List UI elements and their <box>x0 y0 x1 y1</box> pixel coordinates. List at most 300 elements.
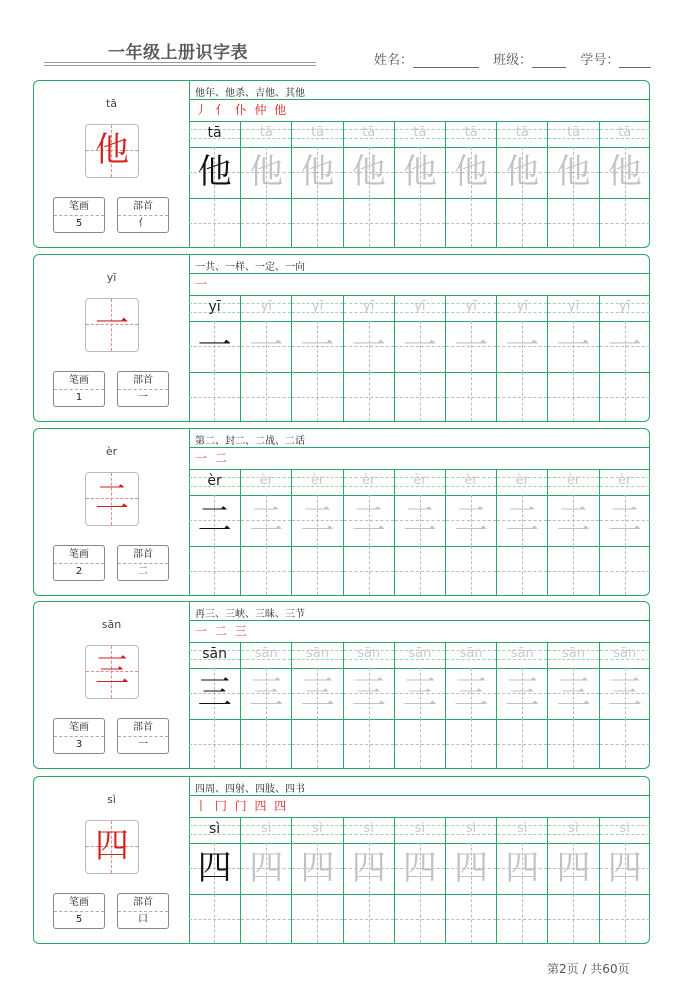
pinyin-trace: sān <box>510 646 534 661</box>
pinyin-trace: sì <box>465 821 477 836</box>
practice-column <box>547 295 598 421</box>
radical-value: 二 <box>138 566 148 577</box>
pinyin-trace: tā <box>413 125 427 140</box>
trace-cell[interactable] <box>395 321 445 372</box>
stroke-count-box <box>53 197 105 233</box>
trace-character: 四 <box>454 848 489 888</box>
practice-grid <box>189 817 649 943</box>
trace-cell[interactable] <box>241 668 291 719</box>
student-info <box>374 49 661 68</box>
target-character: 他 <box>95 130 129 170</box>
practice-column <box>189 295 240 421</box>
blank-practice-cell[interactable] <box>548 372 598 421</box>
radical-box <box>117 371 169 407</box>
target-character: 四 <box>95 826 129 866</box>
practice-column <box>291 817 342 943</box>
trace-character: 一 <box>607 326 642 366</box>
pinyin-trace: sān <box>613 646 637 661</box>
character-box <box>85 472 139 526</box>
practice-column <box>547 642 598 768</box>
radical-label: 部首 <box>118 372 168 390</box>
pinyin-trace: sān <box>408 646 432 661</box>
pinyin-trace: tā <box>566 125 581 140</box>
pinyin-trace: sān <box>254 646 278 661</box>
class-label: 班级： <box>493 53 533 68</box>
blank-practice-cell[interactable] <box>548 894 598 943</box>
blank-practice-cell[interactable] <box>548 546 598 595</box>
character-box <box>85 124 139 178</box>
pinyin-trace: sì <box>568 821 579 836</box>
pinyin-trace: sì <box>414 821 426 836</box>
trace-character: 他 <box>607 152 642 192</box>
trace-character: 二 <box>300 500 335 540</box>
trace-character: 四 <box>607 848 642 888</box>
character-box <box>85 820 139 874</box>
trace-character: 二 <box>402 500 437 540</box>
pinyin-trace: sān <box>357 646 381 661</box>
practice-column <box>496 469 547 595</box>
stroke-order: 一 <box>195 277 210 291</box>
blank-practice-cell[interactable] <box>497 372 547 421</box>
stroke-count-box <box>53 718 105 754</box>
name-field[interactable] <box>413 53 479 68</box>
blank-practice-cell[interactable] <box>600 719 650 768</box>
trace-character: 三 <box>300 673 335 713</box>
pinyin-trace: èr <box>566 473 581 488</box>
blank-practice-cell[interactable] <box>446 894 496 943</box>
blank-practice-cell[interactable] <box>395 372 445 421</box>
stroke-order: 丨 冂 门 四 四 <box>195 799 289 813</box>
radical-label: 部首 <box>118 546 168 564</box>
target-character: 三 <box>95 651 129 691</box>
character-card <box>33 428 650 596</box>
stroke-count-box <box>53 371 105 407</box>
practice-panel <box>189 255 649 421</box>
blank-practice-cell[interactable] <box>292 719 342 768</box>
blank-practice-cell[interactable] <box>497 894 547 943</box>
blank-practice-cell[interactable] <box>600 198 650 247</box>
practice-column <box>240 121 291 247</box>
pinyin-trace: sì <box>261 821 272 836</box>
stroke-order: 一 二 <box>195 451 229 465</box>
stroke-count-value: 2 <box>75 566 83 577</box>
blank-practice-cell[interactable] <box>189 546 240 595</box>
radical-value: 口 <box>138 914 148 925</box>
trace-character: 一 <box>454 326 489 366</box>
trace-cell[interactable] <box>395 147 445 198</box>
blank-practice-cell[interactable] <box>395 198 445 247</box>
trace-character: 三 <box>607 673 642 713</box>
model-character: 二 <box>197 500 232 540</box>
trace-cell[interactable] <box>241 495 291 546</box>
blank-practice-cell[interactable] <box>241 198 291 247</box>
blank-practice-cell[interactable] <box>600 546 650 595</box>
trace-character: 四 <box>249 848 284 888</box>
pinyin-trace: yī <box>567 299 580 314</box>
blank-practice-cell[interactable] <box>446 546 496 595</box>
trace-cell[interactable] <box>344 668 394 719</box>
trace-character: 他 <box>249 152 284 192</box>
trace-character: 二 <box>505 500 540 540</box>
pinyin-trace: sì <box>619 821 630 836</box>
trace-character: 一 <box>300 326 335 366</box>
practice-column <box>240 469 291 595</box>
trace-cell[interactable] <box>446 495 496 546</box>
trace-character: 一 <box>351 326 386 366</box>
pinyin-trace: tā <box>362 125 376 140</box>
trace-character: 二 <box>556 500 591 540</box>
blank-practice-cell[interactable] <box>548 198 598 247</box>
name-label: 姓名： <box>374 53 414 68</box>
practice-column <box>343 642 394 768</box>
practice-column <box>291 469 342 595</box>
practice-column <box>291 295 342 421</box>
trace-cell[interactable] <box>446 668 496 719</box>
blank-practice-cell[interactable] <box>395 546 445 595</box>
trace-character: 二 <box>351 500 386 540</box>
trace-cell[interactable] <box>292 843 342 894</box>
blank-practice-cell[interactable] <box>446 719 496 768</box>
example-words: 第二、封二、二战、二话 <box>195 436 305 447</box>
practice-column <box>547 469 598 595</box>
radical-value: 一 <box>138 739 148 750</box>
trace-cell[interactable] <box>548 843 598 894</box>
pinyin-trace: yī <box>363 299 375 314</box>
practice-column <box>240 295 291 421</box>
character-card <box>33 80 650 248</box>
pinyin-trace: tā <box>464 125 478 140</box>
page-number: 第2页 / 共60页 <box>547 962 630 976</box>
practice-panel <box>189 777 649 943</box>
character-info-panel <box>34 255 190 421</box>
trace-cell[interactable] <box>446 843 496 894</box>
stroke-count-label: 笔画 <box>54 546 104 564</box>
model-cell <box>189 147 240 198</box>
practice-column <box>599 469 650 595</box>
practice-column <box>599 817 650 943</box>
practice-column <box>189 642 240 768</box>
example-words: 四周、四射、四肢、四书 <box>195 784 305 795</box>
pinyin-label: yī <box>106 271 117 284</box>
blank-practice-cell[interactable] <box>446 372 496 421</box>
trace-cell[interactable] <box>292 147 342 198</box>
pinyin-trace: sì <box>363 821 374 836</box>
practice-column <box>291 121 342 247</box>
pinyin-model: èr <box>207 473 222 489</box>
practice-column <box>599 121 650 247</box>
trace-character: 三 <box>556 673 591 713</box>
trace-character: 他 <box>351 152 386 192</box>
pinyin-model: tā <box>207 125 222 141</box>
stroke-count-box <box>53 893 105 929</box>
practice-column <box>189 817 240 943</box>
trace-character: 他 <box>556 152 591 192</box>
pinyin-trace: èr <box>515 473 529 488</box>
practice-grid <box>189 642 649 768</box>
pinyin-trace: sì <box>517 821 528 836</box>
trace-character: 一 <box>556 326 591 366</box>
trace-cell[interactable] <box>497 321 547 372</box>
radical-box <box>117 545 169 581</box>
stroke-count-label: 笔画 <box>54 894 104 912</box>
title-underline-2 <box>44 65 316 66</box>
blank-practice-cell[interactable] <box>189 719 240 768</box>
blank-practice-cell[interactable] <box>446 198 496 247</box>
trace-cell[interactable] <box>446 147 496 198</box>
blank-practice-cell[interactable] <box>292 372 342 421</box>
model-cell <box>189 495 240 546</box>
practice-column <box>189 469 240 595</box>
trace-character: 他 <box>454 152 489 192</box>
model-character: 三 <box>197 673 232 713</box>
radical-value: 亻 <box>138 218 148 229</box>
model-character: 四 <box>197 848 232 888</box>
trace-character: 一 <box>402 326 437 366</box>
trace-character: 三 <box>402 673 437 713</box>
trace-cell[interactable] <box>395 495 445 546</box>
trace-cell[interactable] <box>241 843 291 894</box>
trace-cell[interactable] <box>548 147 598 198</box>
stroke-count-value: 5 <box>75 914 83 925</box>
practice-column <box>394 469 445 595</box>
blank-practice-cell[interactable] <box>497 546 547 595</box>
trace-cell[interactable] <box>344 147 394 198</box>
pinyin-label: sān <box>101 618 122 631</box>
trace-character: 三 <box>249 673 284 713</box>
trace-cell[interactable] <box>548 321 598 372</box>
stroke-count-label: 笔画 <box>54 719 104 737</box>
trace-cell[interactable] <box>292 495 342 546</box>
pinyin-trace: èr <box>310 473 325 488</box>
blank-practice-cell[interactable] <box>241 546 291 595</box>
pinyin-trace: èr <box>618 473 632 488</box>
target-character: 一 <box>95 304 129 344</box>
character-info-panel <box>34 429 190 595</box>
example-words: 一共、一样、一定、一向 <box>195 262 305 273</box>
practice-grid <box>189 121 649 247</box>
target-character: 二 <box>95 478 129 518</box>
stroke-count-box <box>53 545 105 581</box>
pinyin-label: tā <box>105 97 118 110</box>
radical-value: 一 <box>138 392 148 403</box>
character-card <box>33 601 650 769</box>
practice-column <box>291 642 342 768</box>
blank-practice-cell[interactable] <box>344 894 394 943</box>
practice-column <box>445 817 496 943</box>
trace-character: 他 <box>300 152 335 192</box>
trace-cell[interactable] <box>395 668 445 719</box>
model-character: 一 <box>197 326 232 366</box>
trace-cell[interactable] <box>344 843 394 894</box>
blank-practice-cell[interactable] <box>241 372 291 421</box>
trace-cell[interactable] <box>600 147 650 198</box>
practice-column <box>240 642 291 768</box>
practice-column <box>547 817 598 943</box>
pinyin-model: yī <box>208 299 221 315</box>
blank-practice-cell[interactable] <box>292 198 342 247</box>
blank-practice-cell[interactable] <box>292 546 342 595</box>
pinyin-trace: sì <box>312 821 323 836</box>
trace-character: 一 <box>249 326 284 366</box>
trace-cell[interactable] <box>344 321 394 372</box>
pinyin-trace: yī <box>465 299 477 314</box>
stroke-count-label: 笔画 <box>54 372 104 390</box>
trace-character: 三 <box>351 673 386 713</box>
stroke-count-value: 5 <box>75 218 83 229</box>
trace-character: 二 <box>454 500 489 540</box>
trace-character: 他 <box>505 152 540 192</box>
blank-practice-cell[interactable] <box>548 719 598 768</box>
pinyin-model: sān <box>202 646 227 662</box>
trace-cell[interactable] <box>446 321 496 372</box>
trace-cell[interactable] <box>548 668 598 719</box>
trace-cell[interactable] <box>600 843 650 894</box>
trace-cell[interactable] <box>548 495 598 546</box>
practice-column <box>394 817 445 943</box>
character-info-panel <box>34 602 190 768</box>
practice-column <box>445 295 496 421</box>
pinyin-trace: èr <box>413 473 427 488</box>
pinyin-trace: yī <box>516 299 528 314</box>
stroke-count-value: 1 <box>75 392 83 403</box>
practice-column <box>496 121 547 247</box>
pinyin-trace: tā <box>310 125 325 140</box>
pinyin-trace: tā <box>515 125 529 140</box>
pinyin-trace: èr <box>362 473 376 488</box>
practice-column <box>343 469 394 595</box>
pinyin-trace: tā <box>618 125 632 140</box>
trace-character: 四 <box>556 848 591 888</box>
trace-character: 四 <box>505 848 540 888</box>
trace-cell[interactable] <box>497 495 547 546</box>
blank-practice-cell[interactable] <box>189 198 240 247</box>
example-words: 他年、他杀、吉他、其他 <box>195 88 305 99</box>
practice-column <box>445 121 496 247</box>
model-cell <box>189 668 240 719</box>
trace-cell[interactable] <box>292 321 342 372</box>
practice-panel <box>189 81 649 247</box>
character-box <box>85 298 139 352</box>
practice-column <box>343 817 394 943</box>
practice-column <box>496 817 547 943</box>
pinyin-trace: tā <box>259 125 273 140</box>
trace-character: 三 <box>454 673 489 713</box>
pinyin-trace: èr <box>464 473 478 488</box>
trace-cell[interactable] <box>600 495 650 546</box>
trace-character: 四 <box>351 848 386 888</box>
title-underline <box>44 62 316 63</box>
character-info-panel <box>34 777 190 943</box>
trace-cell[interactable] <box>600 321 650 372</box>
blank-practice-cell[interactable] <box>241 719 291 768</box>
number-field[interactable] <box>619 53 651 68</box>
trace-cell[interactable] <box>395 843 445 894</box>
character-box <box>85 645 139 699</box>
trace-cell[interactable] <box>241 321 291 372</box>
blank-practice-cell[interactable] <box>395 894 445 943</box>
trace-cell[interactable] <box>600 668 650 719</box>
example-words: 再三、三峡、三昧、三节 <box>195 609 305 620</box>
pinyin-trace: yī <box>619 299 631 314</box>
blank-practice-cell[interactable] <box>344 719 394 768</box>
trace-character: 一 <box>505 326 540 366</box>
trace-cell[interactable] <box>497 668 547 719</box>
trace-cell[interactable] <box>497 843 547 894</box>
class-field[interactable] <box>532 53 566 68</box>
blank-practice-cell[interactable] <box>600 894 650 943</box>
pinyin-trace: sān <box>305 646 329 661</box>
character-card <box>33 776 650 944</box>
trace-character: 二 <box>249 500 284 540</box>
model-character: 他 <box>197 152 232 192</box>
pinyin-model: sì <box>209 821 221 837</box>
blank-practice-cell[interactable] <box>497 198 547 247</box>
blank-practice-cell[interactable] <box>600 372 650 421</box>
trace-cell[interactable] <box>241 147 291 198</box>
practice-grid <box>189 469 649 595</box>
blank-practice-cell[interactable] <box>292 894 342 943</box>
blank-practice-cell[interactable] <box>189 372 240 421</box>
character-card <box>33 254 650 422</box>
trace-character: 二 <box>607 500 642 540</box>
radical-box <box>117 893 169 929</box>
model-cell <box>189 843 240 894</box>
trace-cell[interactable] <box>292 668 342 719</box>
stroke-count-value: 3 <box>75 739 83 750</box>
trace-cell[interactable] <box>497 147 547 198</box>
radical-label: 部首 <box>118 198 168 216</box>
practice-column <box>496 295 547 421</box>
model-cell <box>189 321 240 372</box>
blank-practice-cell[interactable] <box>344 198 394 247</box>
radical-label: 部首 <box>118 894 168 912</box>
blank-practice-cell[interactable] <box>395 719 445 768</box>
practice-panel <box>189 602 649 768</box>
blank-practice-cell[interactable] <box>344 546 394 595</box>
pinyin-trace: sān <box>561 646 585 661</box>
practice-column <box>394 121 445 247</box>
practice-panel <box>189 429 649 595</box>
practice-column <box>189 121 240 247</box>
trace-character: 四 <box>402 848 437 888</box>
blank-practice-cell[interactable] <box>344 372 394 421</box>
stroke-count-label: 笔画 <box>54 198 104 216</box>
pinyin-label: èr <box>105 445 118 458</box>
practice-column <box>394 295 445 421</box>
blank-practice-cell[interactable] <box>497 719 547 768</box>
number-label: 学号： <box>580 53 620 68</box>
character-info-panel <box>34 81 190 247</box>
practice-column <box>547 121 598 247</box>
practice-column <box>394 642 445 768</box>
practice-column <box>343 121 394 247</box>
practice-column <box>496 642 547 768</box>
stroke-order: 丿 亻 仆 仲 他 <box>195 103 289 117</box>
practice-column <box>240 817 291 943</box>
pinyin-trace: èr <box>259 473 273 488</box>
blank-practice-cell[interactable] <box>241 894 291 943</box>
pinyin-trace: sān <box>459 646 483 661</box>
practice-column <box>343 295 394 421</box>
pinyin-trace: yī <box>260 299 272 314</box>
pinyin-label: sì <box>107 793 116 806</box>
radical-box <box>117 197 169 233</box>
trace-character: 三 <box>505 673 540 713</box>
stroke-order: 一 二 三 <box>195 624 249 638</box>
pinyin-trace: yī <box>311 299 324 314</box>
blank-practice-cell[interactable] <box>189 894 240 943</box>
trace-cell[interactable] <box>344 495 394 546</box>
